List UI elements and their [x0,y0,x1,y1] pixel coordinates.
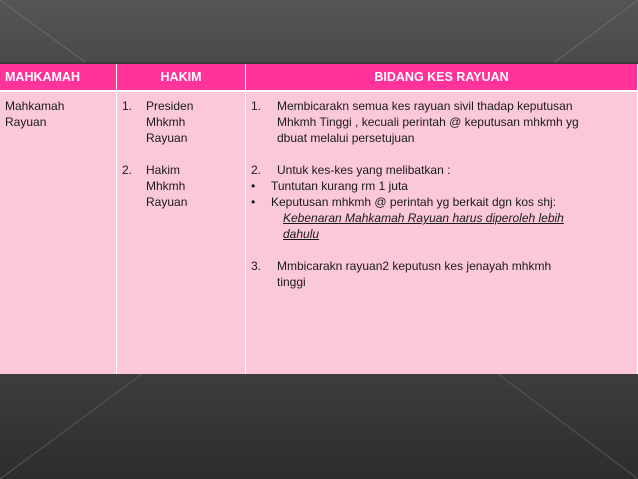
scope-number: 3. [251,259,262,273]
scope-line: Membicarakn semua kes rayuan sivil thadap keputusan [277,99,573,113]
bullet-icon: • [251,179,256,193]
scope-item-2 [251,162,632,178]
scope-line: tinggi [277,275,306,289]
scope-item-3 [251,258,632,290]
cell-judges [117,91,246,374]
header-bidang-kes-rayuan: BIDANG KES RAYUAN [246,64,638,91]
scope-number: 1. [251,99,262,113]
judge-line: Mhkmh [146,179,186,193]
judge-number: 2. [122,163,133,177]
judge-item [122,98,240,146]
judge-line: Rayuan [146,195,188,209]
court-name-line: Rayuan [5,115,47,129]
judge-line: Mhkmh [146,115,186,129]
judge-line: Rayuan [146,131,188,145]
table-header-row [0,64,638,91]
note-line: Kebenaran Mahkamah Rayuan harus diperoleh lebih [283,211,564,225]
scope-bullet [251,194,632,242]
judge-number: 1. [122,99,133,113]
cell-court [0,91,117,374]
scope-line: Mhkmh Tinggi , kecuali perintah @ keputusan mhkmh yg [277,115,579,129]
bullet-text: Tuntutan kurang rm 1 juta [271,179,408,193]
judge-line: Hakim [146,163,181,177]
scope-line: Untuk kes-kes yang melibatkan : [277,163,451,177]
header-mahkamah: MAHKAMAH [0,64,117,91]
judge-item [122,162,240,210]
bullet-icon: • [251,195,256,209]
scope-bullet [251,178,632,194]
judge-line: Presiden [146,99,194,113]
bullet-text: Keputusan mhkmh @ perintah yg berkait dgn kos shj: [271,195,556,209]
note-line: dahulu [283,227,320,241]
header-hakim: HAKIM [117,64,246,91]
scope-line: dbuat melalui persetujuan [277,131,415,145]
court-table [0,64,638,374]
table-row [0,91,638,374]
scope-item-1 [251,98,632,146]
scope-line: Mmbicarakn rayuan2 keputusn kes jenayah mhkmh [277,259,552,273]
court-name-line: Mahkamah [5,99,65,113]
scope-number: 2. [251,163,262,177]
cell-scope [246,91,638,374]
